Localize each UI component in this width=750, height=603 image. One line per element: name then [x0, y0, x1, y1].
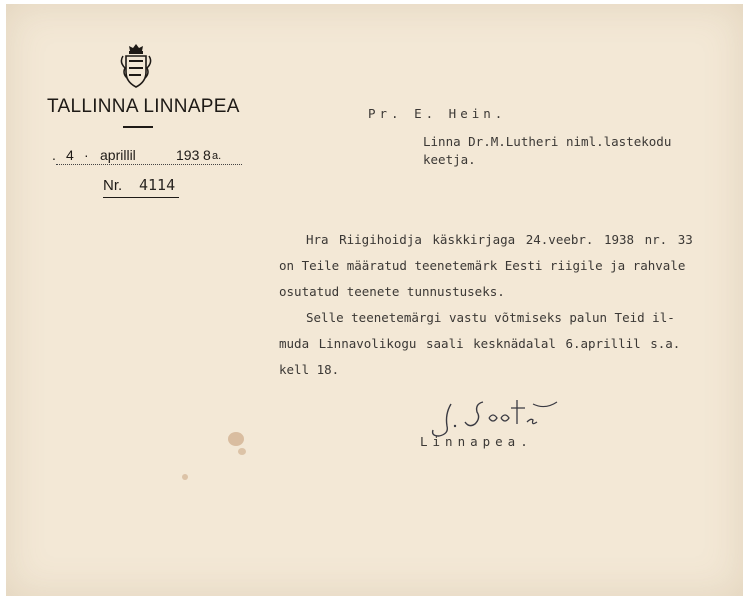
body-line-1: Hra Riigihoidja käskkirjaga 24.veebr. 1938 nr. 33	[306, 232, 693, 247]
paper-stain	[238, 448, 246, 455]
date-year-prefix: 193	[176, 147, 200, 163]
number-label: Nr.	[103, 177, 123, 194]
body-line-5: muda Linnavolikogu saali kesknädalal 6.aprillil s.a.	[279, 336, 681, 351]
body-line-2: on Teile määratud teenetemärk Eesti riigile ja rahvale	[279, 258, 686, 273]
paper-stain	[228, 432, 244, 446]
date-day: 4	[66, 147, 74, 163]
recipient-name: Pr. E. Hein.	[368, 106, 507, 121]
document-number	[103, 176, 213, 200]
date-month: aprillil	[100, 147, 136, 163]
tallinn-coat-of-arms-icon	[118, 42, 154, 90]
date-year-suffix: 8	[203, 147, 211, 163]
recipient-address-line1: Linna Dr.M.Lutheri niml.lastekodu	[423, 134, 672, 149]
letter-page	[6, 4, 743, 596]
body-line-4: Selle teenetemärgi vastu võtmiseks palun Teid il-	[306, 310, 675, 325]
paper-stain	[182, 474, 188, 480]
number-value: 4114	[139, 176, 176, 194]
letterhead-rule	[123, 126, 153, 128]
signer-title: Linnapea.	[420, 434, 533, 449]
recipient-address-line2: keetja.	[423, 152, 476, 167]
body-line-3: osutatud teenete tunnustuseks.	[279, 284, 505, 299]
date-line: . 4 · aprillil 193 8 a.	[52, 147, 262, 169]
body-line-6: kell 18.	[279, 362, 340, 377]
letterhead-title: TALLINNA LINNAPEA	[47, 96, 240, 117]
date-suffix: a.	[212, 150, 222, 162]
